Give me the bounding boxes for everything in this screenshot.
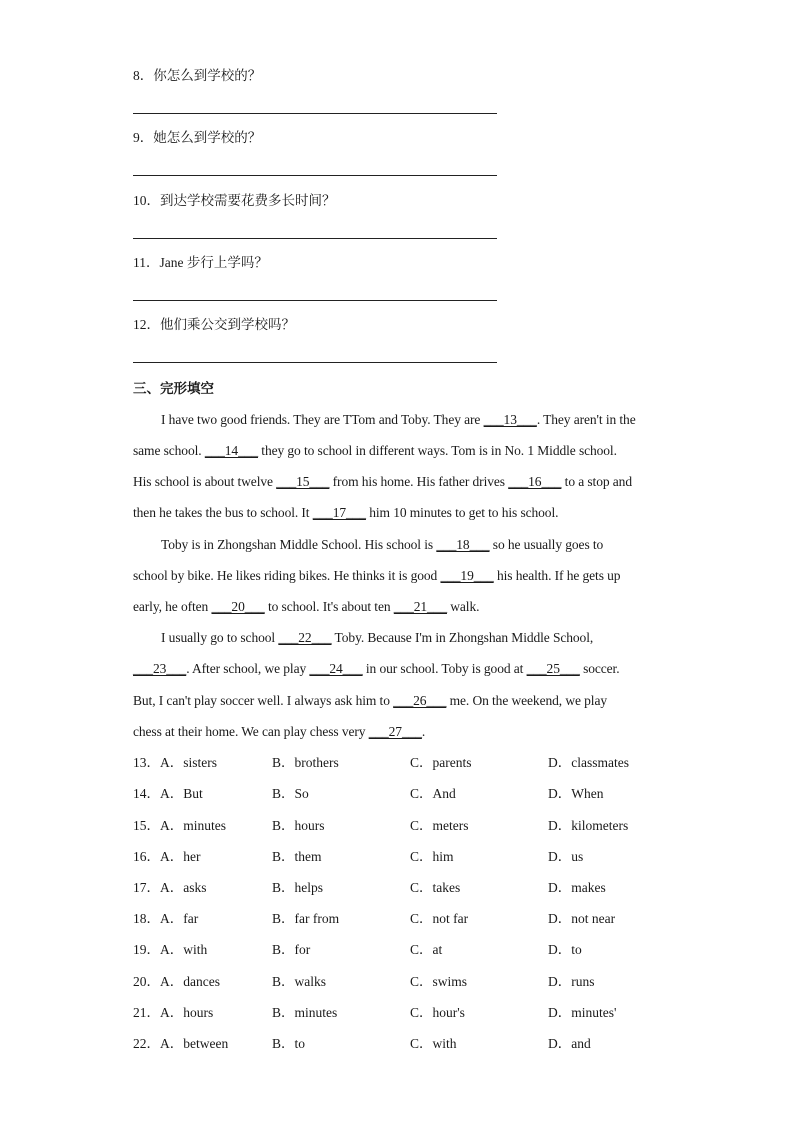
option-a[interactable]: 15．A．minutes — [133, 818, 226, 833]
option-c[interactable]: C．at — [410, 942, 443, 957]
option-b[interactable]: B．to — [272, 1036, 306, 1051]
option-c[interactable]: C．And — [410, 786, 456, 801]
options-row-13 — [133, 754, 693, 772]
passage-line — [133, 723, 663, 741]
passage-line — [161, 629, 663, 647]
section-title-cloze: 三、完形填空 — [133, 381, 214, 397]
options-row-16 — [133, 848, 693, 866]
question-11: 11．Jane 步行上学吗？ — [133, 255, 268, 270]
option-a[interactable]: 18．A．far — [133, 911, 199, 926]
passage-text: . They aren't in the — [536, 412, 636, 427]
passage-text: school by bike. He likes riding bikes. He thinks it is good — [133, 568, 441, 583]
passage-line — [133, 442, 663, 460]
passage-text: same school. — [133, 443, 205, 458]
option-b[interactable]: B．minutes — [272, 1005, 338, 1020]
passage-line — [133, 660, 663, 678]
question-12: 12．他们乘公交到学校吗？ — [133, 317, 295, 332]
passage-text: . — [421, 724, 426, 739]
answer-line-9[interactable] — [133, 175, 497, 176]
passage-text: walk. — [446, 599, 480, 614]
answer-line-10[interactable] — [133, 238, 497, 239]
passage-text: they go to school in different ways. Tom is in No. 1 Middle school. — [258, 443, 617, 458]
passage-text: His school is about twelve — [133, 474, 277, 489]
option-d[interactable]: D．classmates — [548, 755, 629, 770]
passage-line — [133, 473, 663, 491]
passage-text: him 10 minutes to get to his school. — [365, 505, 559, 520]
passage-text: I have two good friends. They are TTom and Toby. They are — [161, 412, 484, 427]
blank-13[interactable]: ___13___ — [483, 412, 537, 427]
options-row-18 — [133, 910, 693, 928]
option-a[interactable]: 16．A．her — [133, 849, 201, 864]
blank-19[interactable]: ___19___ — [440, 568, 494, 583]
options-row-17 — [133, 879, 693, 897]
passage-text: But, I can't play soccer well. I always ask him to — [133, 693, 394, 708]
blank-25[interactable]: ___25___ — [526, 661, 580, 676]
options-row-19 — [133, 941, 693, 959]
option-c[interactable]: C．not far — [410, 911, 469, 926]
option-d[interactable]: D．us — [548, 849, 584, 864]
passage-text: so he usually goes to — [489, 537, 604, 552]
option-d[interactable]: D．runs — [548, 974, 595, 989]
passage-text: early, he often — [133, 599, 212, 614]
options-row-21 — [133, 1004, 693, 1022]
passage-line — [133, 598, 663, 616]
option-d[interactable]: D．not near — [548, 911, 616, 926]
blank-26[interactable]: ___26___ — [393, 693, 447, 708]
passage-line — [161, 411, 663, 429]
answer-line-12[interactable] — [133, 362, 497, 363]
passage-line — [133, 567, 663, 585]
passage-line — [161, 536, 663, 554]
passage-line — [133, 504, 663, 522]
passage-text: Toby. Because I'm in Zhongshan Middle School, — [331, 630, 594, 645]
options-row-15 — [133, 817, 693, 835]
option-c[interactable]: C．swims — [410, 974, 468, 989]
blank-17[interactable]: ___17___ — [312, 505, 366, 520]
options-row-22 — [133, 1035, 693, 1053]
option-d[interactable]: D．makes — [548, 880, 606, 895]
option-c[interactable]: C．with — [410, 1036, 457, 1051]
option-d[interactable]: D．When — [548, 786, 604, 801]
option-b[interactable]: B．them — [272, 849, 322, 864]
passage-text: from his home. His father drives — [329, 474, 509, 489]
passage-text: to a stop and — [561, 474, 632, 489]
option-c[interactable]: C．parents — [410, 755, 472, 770]
option-d[interactable]: D．kilometers — [548, 818, 629, 833]
option-b[interactable]: B．So — [272, 786, 309, 801]
option-c[interactable]: C．meters — [410, 818, 469, 833]
option-b[interactable]: B．hours — [272, 818, 325, 833]
options-row-14 — [133, 785, 693, 803]
blank-18[interactable]: ___18___ — [436, 537, 490, 552]
passage-text: chess at their home. We can play chess very — [133, 724, 369, 739]
options-row-20 — [133, 973, 693, 991]
passage-text: soccer. — [579, 661, 620, 676]
option-b[interactable]: B．for — [272, 942, 311, 957]
passage-text: me. On the weekend, we play — [446, 693, 607, 708]
question-9: 9．她怎么到学校的？ — [133, 130, 262, 145]
option-a[interactable]: 19．A．with — [133, 942, 208, 957]
option-a[interactable]: 21．A．hours — [133, 1005, 214, 1020]
option-c[interactable]: C．him — [410, 849, 454, 864]
blank-21[interactable]: ___21___ — [393, 599, 447, 614]
passage-text: to school. It's about ten — [264, 599, 394, 614]
answer-line-11[interactable] — [133, 300, 497, 301]
blank-15[interactable]: ___15___ — [276, 474, 330, 489]
option-d[interactable]: D．to — [548, 942, 582, 957]
passage-text: his health. If he gets up — [493, 568, 621, 583]
question-10: 10．到达学校需要花费多长时间？ — [133, 193, 336, 208]
blank-23[interactable]: ___23___ — [133, 661, 187, 676]
blank-20[interactable]: ___20___ — [211, 599, 265, 614]
option-b[interactable]: B．walks — [272, 974, 326, 989]
option-b[interactable]: B．brothers — [272, 755, 339, 770]
option-c[interactable]: C．hour's — [410, 1005, 465, 1020]
option-c[interactable]: C．takes — [410, 880, 461, 895]
blank-24[interactable]: ___24___ — [309, 661, 363, 676]
answer-line-8[interactable] — [133, 113, 497, 114]
option-a[interactable]: 14．A．But — [133, 786, 203, 801]
passage-text: . After school, we play — [186, 661, 310, 676]
blank-27[interactable]: ___27___ — [368, 724, 422, 739]
blank-14[interactable]: ___14___ — [204, 443, 259, 458]
option-d[interactable]: D．minutes' — [548, 1005, 617, 1020]
option-b[interactable]: B．helps — [272, 880, 324, 895]
blank-16[interactable]: ___16___ — [508, 474, 562, 489]
option-a[interactable]: 20．A．dances — [133, 974, 220, 989]
passage-text: then he takes the bus to school. It — [133, 505, 313, 520]
option-a[interactable]: 22．A．between — [133, 1036, 229, 1051]
option-a[interactable]: 13．A．sisters — [133, 755, 217, 770]
option-a[interactable]: 17．A．asks — [133, 880, 207, 895]
blank-22[interactable]: ___22___ — [278, 630, 332, 645]
passage-text: in our school. Toby is good at — [362, 661, 527, 676]
question-8: 8．你怎么到学校的？ — [133, 68, 262, 83]
passage-text: I usually go to school — [161, 630, 279, 645]
option-b[interactable]: B．far from — [272, 911, 340, 926]
passage-line — [133, 692, 663, 710]
option-d[interactable]: D．and — [548, 1036, 591, 1051]
passage-text: Toby is in Zhongshan Middle School. His school is — [161, 537, 437, 552]
